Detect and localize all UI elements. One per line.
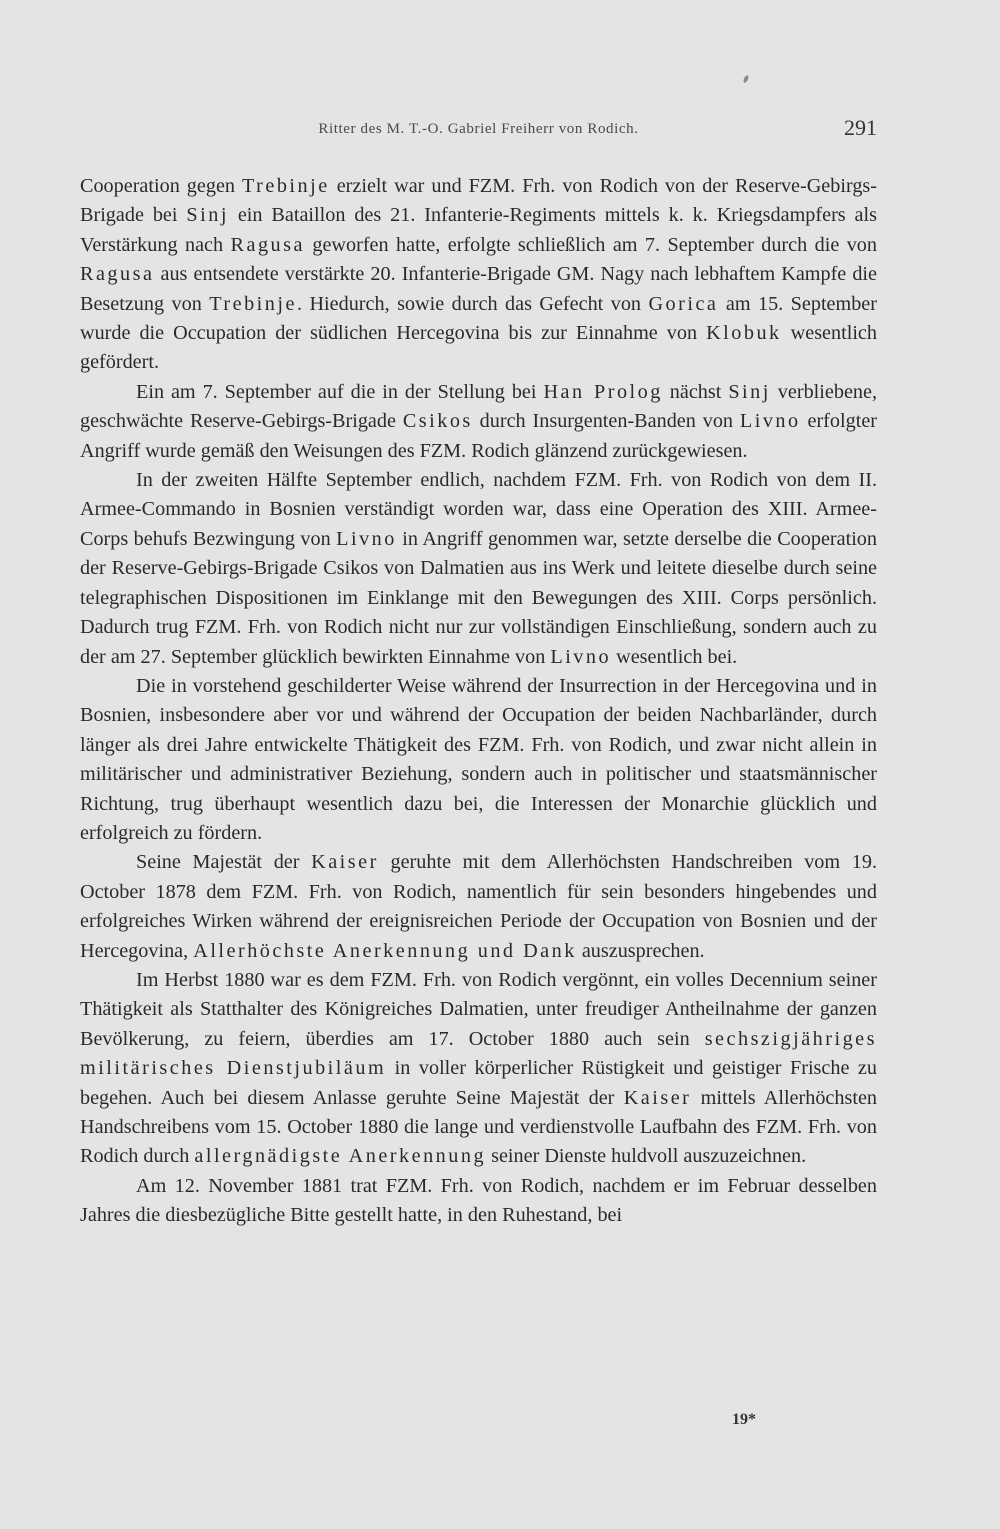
text-run: geruhte mit dem Allerhöchsten Handschreiben vom 19. October 1878 dem FZM. Frh. von Rodich, namentlich für sein besonders hingebendes und erfolgreiches Wirken während der ereignisreichen Periode der Occupation von Bosnien und der Hercegovina, [80,851,877,962]
paragraph [80,966,877,1172]
text-run: seiner Dienste huldvoll auszuzeichnen. [486,1145,807,1168]
spaced-emphasis: Sinj [186,204,229,227]
spaced-emphasis: Ragusa [80,263,155,286]
paragraph [80,672,877,848]
spaced-emphasis: Han Prolog [543,380,663,403]
text-run: Cooperation gegen [80,175,243,197]
spaced-emphasis: Ragusa [230,233,305,256]
text-run: aus entsendete verstärkte 20. Infanterie-Brigade GM. Nagy nach lebhaftem Kampfe die Besetzung von [80,263,877,315]
text-run: Am 12. November 1881 trat FZM. Frh. von Rodich, nachdem er im Februar desselben Jahres die diesbezügliche Bitte gestellt hatte, in den Ruhestand, bei [80,1174,877,1227]
page-number: 291 [844,115,877,140]
spaced-emphasis: Livno [739,410,801,433]
text-run: Die in vorstehend geschilderter Weise während der Insurrection in der Hercegovina und in Bosnien, insbesondere aber vor und während der Occupation der beiden Nachbarländer, durch länger als drei Jahre entwickelte Thätigkeit des FZM. Frh. von Rodich, und zwar nicht allein in militärischer und administrativer Beziehung, sondern auch in politischer und staatsmännischer Richtung, trug überhaupt wesentlich dazu bei, die Interessen der Monarchie glücklich und erfolgreich zu fördern. [80,674,877,844]
page-header [80,113,877,147]
text-run: in Angriff genommen war, setzte derselbe die Cooperation der Reserve-Gebirgs-Brigade Csikos von Dalmatien aus ins Werk und leitete dieselbe durch seine telegraphischen Dispositionen im Einklange mit den Bewegungen des XIII. Corps persönlich. Dadurch trug FZM. Frh. von Rodich nicht nur zur vollständigen Einschließung, sondern auch zu der am 27. September glücklich bewirkten Einnahme von [80,527,877,668]
text-run: verbliebene, geschwächte Reserve-Gebirgs-Brigade [80,380,878,433]
text-run: mittels Allerhöchsten Handschreibens vom 15. October 1880 die lange und verdienstvolle Laufbahn des FZM. Frh. von Rodich durch [80,1086,877,1168]
paragraph [80,848,877,966]
spaced-emphasis: Sinj [728,380,771,403]
text-run: erfolgter Angriff wurde gemäß den Weisungen des FZM. Rodich glänzend zurückgewiesen. [80,410,877,462]
text-run: wesentlich gefördert. [80,322,877,374]
spaced-emphasis: sechszigjähriges militärisches Dienstjubiläum [80,1027,877,1080]
spaced-emphasis: Trebinje [242,175,330,197]
spaced-emphasis: Klobuk [706,322,782,345]
signature-mark: 19* [732,1411,756,1428]
paragraph [80,172,877,378]
text-run: ein Bataillon des 21. Infanterie-Regiments mittels k. k. Kriegsdampfers als Verstärkung nach [80,204,877,256]
text-run: . Hiedurch, sowie durch das Gefecht von [296,292,649,315]
spaced-emphasis: Kaiser [311,851,379,874]
text-run: Seine Majestät der [136,851,312,874]
spaced-emphasis: Kaiser [623,1086,692,1109]
text-run: In der zweiten Hälfte September endlich, nachdem FZM. Frh. von Rodich von dem II. Armee-Commando in Bosnien verständigt worden war, dass eine Operation des XIII. Armee-Corps behufs Bezwingung von [80,469,877,550]
text-run: geworfen hatte, erfolgte schließlich am 7. September durch die von [304,233,877,256]
text-run: Im Herbst 1880 war es dem FZM. Frh. von Rodich vergönnt, ein volles Decennium seiner Thätigkeit als Statthalter des Königreiches Dalmatien, unter freudiger Antheilnahme der ganzen Bevölkerung, zu feiern, überdies am 17. October 1880 auch sein [80,968,877,1050]
paragraph [80,466,877,672]
text-run: am 15. September wurde die Occupation der südlichen Hercegovina bis zur Einnahme von [80,292,877,345]
text-run: auszusprechen. [576,939,705,962]
spaced-emphasis: Gorica [648,292,719,315]
text-run: in voller körperlicher Rüstigkeit und geistiger Frische zu begehen. Auch bei diesem Anlasse geruhte Seine Majestät der [80,1057,877,1109]
paragraph [80,1172,877,1231]
spaced-emphasis: Csikos [402,410,473,433]
text-run: erzielt war und FZM. Frh. von Rodich von der Reserve-Gebirgs-Brigade bei [80,175,877,227]
ink-speck [742,75,749,84]
spaced-emphasis: allergnädigste Anerkennung [194,1145,487,1168]
spaced-emphasis: Trebinje [209,292,297,315]
body-text [80,172,877,1231]
spaced-emphasis: Livno [336,527,397,550]
text-run: nächst [662,380,729,403]
paragraph [80,378,877,466]
text-run: durch Insurgenten-Banden von [472,410,740,433]
spaced-emphasis: Livno [550,645,612,668]
text-run: wesentlich bei. [611,645,738,668]
spaced-emphasis: Allerhöchste Anerkennung und Dank [193,939,577,962]
text-run: Ein am 7. September auf die in der Stellung bei [136,380,544,403]
running-head: Ritter des M. T.-O. Gabriel Freiherr von Rodich. [318,121,639,137]
